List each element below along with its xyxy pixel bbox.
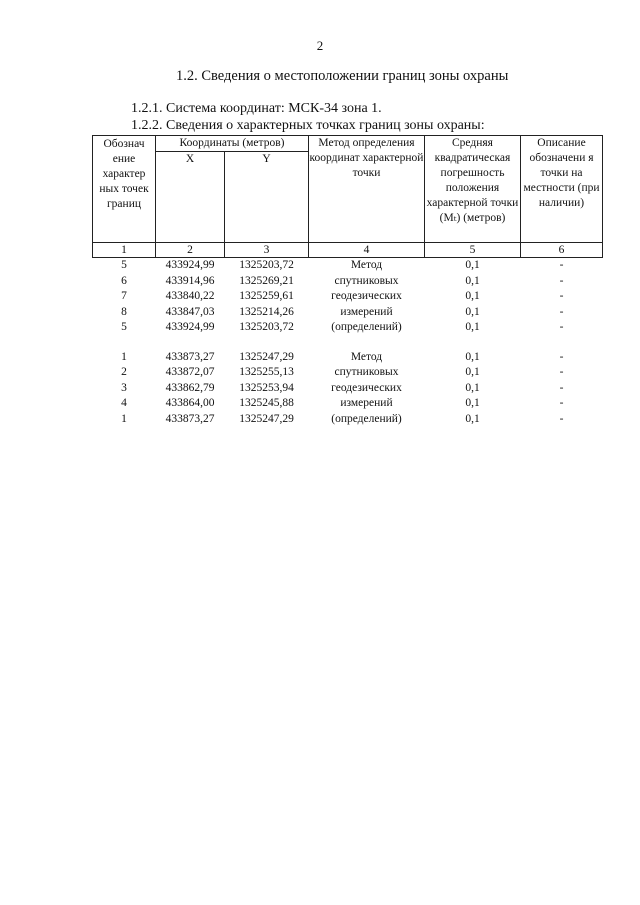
error-value: 0,1 (465, 259, 480, 271)
y-value: 1325259,61 (239, 290, 294, 302)
column-number: 6 (521, 243, 603, 258)
point-id: 2 (121, 366, 127, 378)
coordinate-system-line: 1.2.1. Система координат: МСК-34 зона 1. (131, 101, 382, 116)
column-number: 4 (309, 243, 425, 258)
description-value: - (559, 274, 564, 287)
method-text: спутниковых (334, 274, 399, 287)
column-number: 5 (425, 243, 521, 258)
method-text: геодезических (331, 381, 402, 394)
points-info-line: 1.2.2. Сведения о характерных точках границ зоны охраны: (131, 118, 485, 133)
x-value: 433873,27 (165, 412, 215, 425)
x-value: 433924,99 (165, 259, 215, 271)
table-row (93, 412, 603, 428)
error-value: 0,1 (465, 366, 480, 378)
point-id: 5 (121, 259, 127, 271)
table-row (93, 258, 603, 274)
boundary-points-table (92, 135, 603, 427)
x-value: 433872,07 (165, 366, 215, 378)
x-value: 433924,99 (165, 321, 215, 333)
y-value: 1325247,29 (239, 350, 294, 363)
point-id: 8 (121, 305, 127, 318)
x-value: 433873,27 (165, 350, 215, 363)
y-value: 1325247,29 (239, 412, 294, 425)
description-value: - (559, 397, 564, 409)
description-value: - (559, 290, 564, 302)
point-id: 7 (121, 290, 127, 302)
header-mean-error: Средняя квадратическая погрешность положения характерной точки (Mₜ) (метров) (425, 136, 521, 243)
table-row (93, 365, 603, 381)
column-number: 2 (156, 243, 225, 258)
point-id: 4 (121, 397, 127, 409)
method-text: измерений (340, 397, 393, 409)
header-x: X (156, 152, 225, 243)
header-coordinates: Координаты (метров) (156, 136, 309, 152)
description-value: - (559, 381, 564, 394)
y-value: 1325203,72 (239, 259, 294, 271)
table-row (93, 305, 603, 321)
point-id: 5 (121, 321, 127, 333)
header-description: Описание обозначени я точки на местности (при наличии) (521, 136, 603, 243)
x-value: 433862,79 (165, 381, 215, 394)
table-body (93, 258, 603, 428)
error-value: 0,1 (465, 350, 480, 363)
header-point-designation: Обознач ение характер ных точек границ (93, 136, 156, 243)
y-value: 1325253,94 (239, 381, 294, 394)
description-value: - (559, 366, 564, 378)
x-value: 433914,96 (165, 274, 215, 287)
description-value: - (559, 350, 564, 363)
description-value: - (559, 259, 564, 271)
column-number-row (93, 243, 603, 258)
method-text: спутниковых (334, 366, 399, 378)
error-value: 0,1 (465, 412, 480, 425)
table-row (93, 320, 603, 336)
method-text: (определений) (331, 321, 402, 333)
table-row (93, 381, 603, 397)
point-id: 3 (121, 381, 127, 394)
error-value: 0,1 (465, 397, 480, 409)
method-text: геодезических (331, 290, 402, 302)
error-value: 0,1 (465, 321, 480, 333)
column-number: 1 (93, 243, 156, 258)
x-value: 433864,00 (165, 397, 215, 409)
x-value: 433840,22 (165, 290, 215, 302)
table-row (93, 289, 603, 305)
y-value: 1325255,13 (239, 366, 294, 378)
y-value: 1325269,21 (239, 274, 294, 287)
error-value: 0,1 (465, 290, 480, 302)
y-value: 1325214,26 (239, 305, 294, 318)
point-id: 1 (121, 412, 127, 425)
column-number: 3 (225, 243, 309, 258)
description-value: - (559, 305, 564, 318)
description-value: - (559, 321, 564, 333)
point-id: 6 (121, 274, 127, 287)
error-value: 0,1 (465, 274, 480, 287)
error-value: 0,1 (465, 305, 480, 318)
header-y: Y (225, 152, 309, 243)
table-row (93, 396, 603, 412)
y-value: 1325203,72 (239, 321, 294, 333)
page-number: 2 (316, 38, 324, 53)
point-id: 1 (121, 350, 127, 363)
x-value: 433847,03 (165, 305, 215, 318)
y-value: 1325245,88 (239, 397, 294, 409)
method-text: (определений) (331, 412, 402, 425)
method-text: Метод (350, 259, 383, 271)
method-text: измерений (340, 305, 393, 318)
group-spacer (93, 336, 603, 350)
header-method: Метод определения координат характерной точки (309, 136, 425, 243)
table-header (93, 136, 603, 258)
table-row (93, 274, 603, 290)
method-text: Метод (350, 350, 383, 363)
error-value: 0,1 (465, 381, 480, 394)
section-title: 1.2. Сведения о местоположении границ зоны охраны (176, 68, 509, 84)
description-value: - (559, 412, 564, 425)
table-row (93, 350, 603, 366)
